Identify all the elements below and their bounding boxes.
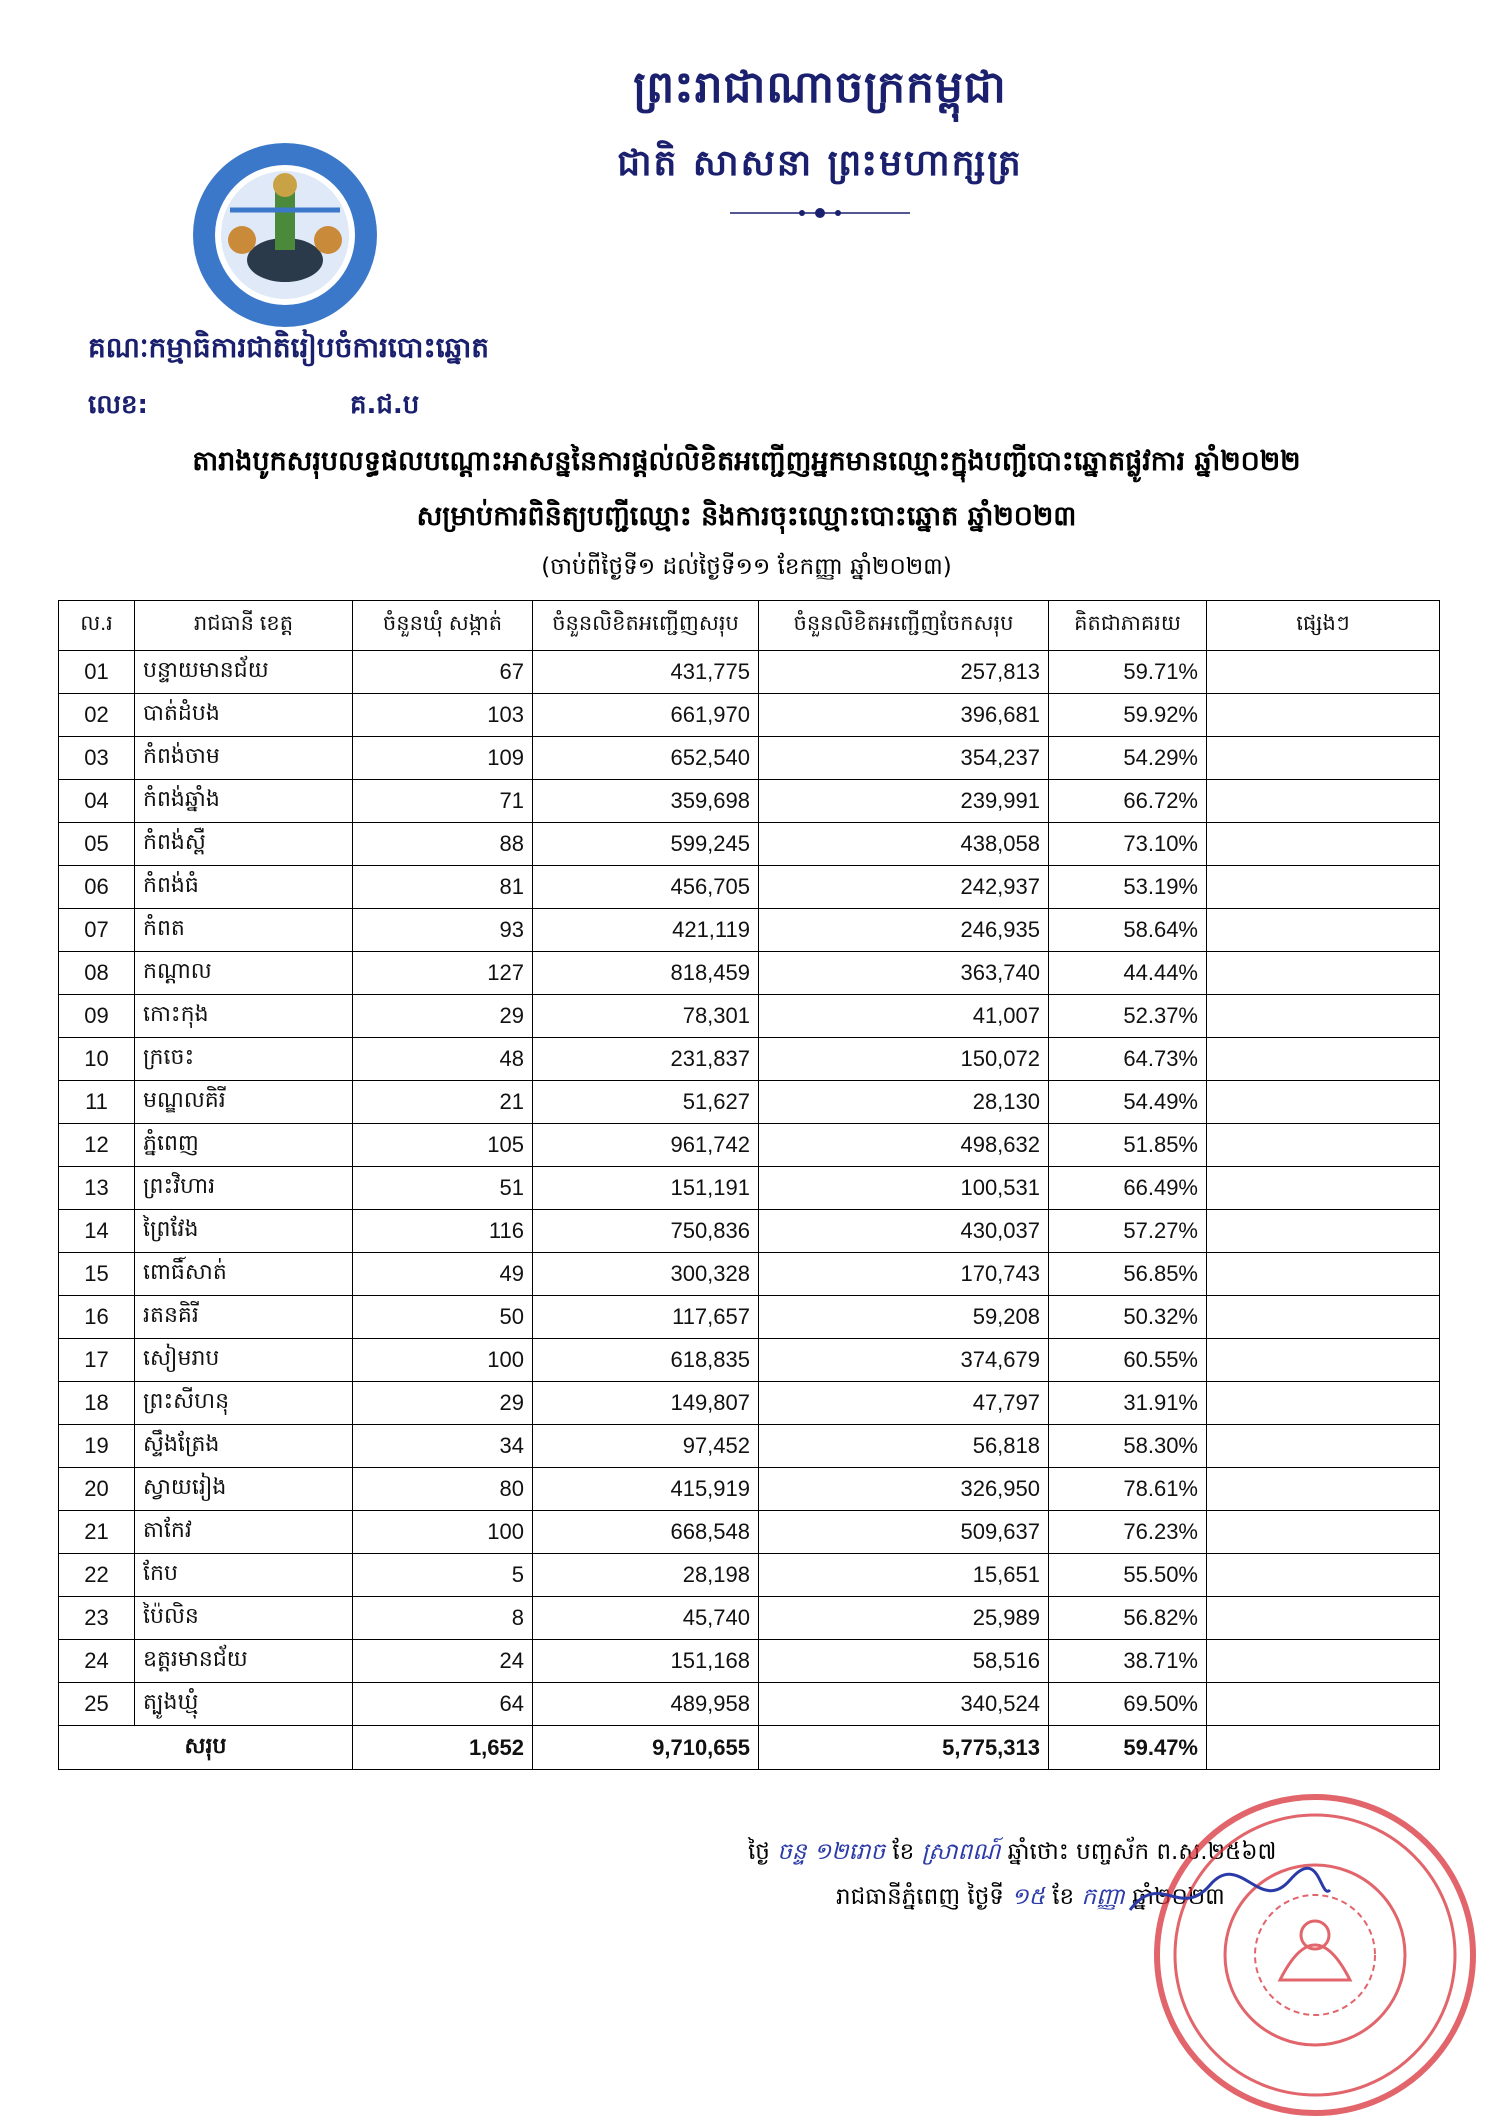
header-communes: ចំនួនឃុំ សង្កាត់	[353, 601, 533, 651]
other-note	[1207, 1081, 1440, 1124]
total-row	[59, 1726, 1440, 1770]
distributed-count: 363,740	[759, 952, 1049, 995]
communes-count: 127	[353, 952, 533, 995]
communes-count: 71	[353, 780, 533, 823]
total-invitations: 151,168	[533, 1640, 759, 1683]
percent-value: 54.49%	[1049, 1081, 1207, 1124]
table-row	[59, 1468, 1440, 1511]
lunar-month-handwritten: ស្រាពណ៍	[921, 1839, 1001, 1865]
row-number: 12	[59, 1124, 135, 1167]
row-number: 20	[59, 1468, 135, 1511]
percent-value: 31.91%	[1049, 1382, 1207, 1425]
row-number: 25	[59, 1683, 135, 1726]
row-number: 03	[59, 737, 135, 780]
header-no: ល.រ	[59, 601, 135, 651]
total-invitations: 300,328	[533, 1253, 759, 1296]
province-name: ក្រចេះ	[135, 1038, 353, 1081]
row-number: 22	[59, 1554, 135, 1597]
total-invitations: 961,742	[533, 1124, 759, 1167]
header-other: ផ្សេងៗ	[1207, 601, 1440, 651]
distributed-count: 47,797	[759, 1382, 1049, 1425]
row-number: 16	[59, 1296, 135, 1339]
solar-day-handwritten: ១៥	[1011, 1884, 1045, 1910]
total-invitations: 818,459	[533, 952, 759, 995]
distributed-count: 58,516	[759, 1640, 1049, 1683]
province-name: ព្រះវិហារ	[135, 1167, 353, 1210]
distributed-count: 509,637	[759, 1511, 1049, 1554]
table-row	[59, 1296, 1440, 1339]
percent-value: 58.30%	[1049, 1425, 1207, 1468]
table-row	[59, 1511, 1440, 1554]
row-number: 24	[59, 1640, 135, 1683]
results-table	[58, 600, 1440, 1770]
other-note	[1207, 1339, 1440, 1382]
total-invitations: 97,452	[533, 1425, 759, 1468]
other-note	[1207, 866, 1440, 909]
header-percent: គិតជាភាគរយ	[1049, 601, 1207, 651]
total-invitations: 151,191	[533, 1167, 759, 1210]
kingdom-title: ព្រះរាជាណាចក្រកម្ពុជា	[633, 62, 1007, 113]
communes-count: 103	[353, 694, 533, 737]
table-row	[59, 1597, 1440, 1640]
row-number: 02	[59, 694, 135, 737]
lunar-prefix: ថ្ងៃ	[748, 1839, 770, 1865]
total-label: សរុប	[59, 1726, 353, 1770]
percent-value: 55.50%	[1049, 1554, 1207, 1597]
row-number: 01	[59, 651, 135, 694]
percent-value: 51.85%	[1049, 1124, 1207, 1167]
row-number: 18	[59, 1382, 135, 1425]
province-name: បាត់ដំបង	[135, 694, 353, 737]
province-name: រតនគិរី	[135, 1296, 353, 1339]
other-note	[1207, 1683, 1440, 1726]
distributed-count: 430,037	[759, 1210, 1049, 1253]
row-number: 04	[59, 780, 135, 823]
distributed-count: 340,524	[759, 1683, 1049, 1726]
other-note	[1207, 995, 1440, 1038]
table-row	[59, 1640, 1440, 1683]
row-number: 17	[59, 1339, 135, 1382]
table-row	[59, 1253, 1440, 1296]
percent-value: 53.19%	[1049, 866, 1207, 909]
province-name: ស្ទឹងត្រែង	[135, 1425, 353, 1468]
official-seal-stamp	[1150, 1790, 1480, 2120]
solar-month-handwritten: កញ្ញា	[1081, 1884, 1125, 1910]
communes-count: 80	[353, 1468, 533, 1511]
percent-value: 59.71%	[1049, 651, 1207, 694]
total-invitations: 618,835	[533, 1339, 759, 1382]
row-number: 13	[59, 1167, 135, 1210]
total-invitations: 9,710,655	[533, 1726, 759, 1770]
header-total-invitations: ចំនួនលិខិតអញ្ជើញសរុប	[533, 601, 759, 651]
other-note	[1207, 1296, 1440, 1339]
distributed-count: 170,743	[759, 1253, 1049, 1296]
province-name: កំពង់ស្ពឺ	[135, 823, 353, 866]
communes-count: 24	[353, 1640, 533, 1683]
total-invitations: 78,301	[533, 995, 759, 1038]
report-title-line2: សម្រាប់ការពិនិត្យបញ្ជីឈ្មោះ និងការចុះឈ្មោះបោះឆ្នោត ឆ្នាំ២០២៣	[416, 501, 1077, 532]
distributed-count: 56,818	[759, 1425, 1049, 1468]
communes-count: 48	[353, 1038, 533, 1081]
total-invitations: 456,705	[533, 866, 759, 909]
other-note	[1207, 1425, 1440, 1468]
province-name: ព្រះសីហនុ	[135, 1382, 353, 1425]
table-row	[59, 1124, 1440, 1167]
table-row	[59, 780, 1440, 823]
province-name: ភ្នំពេញ	[135, 1124, 353, 1167]
table-row	[59, 1210, 1440, 1253]
report-date-range: (ចាប់ពីថ្ងៃទី១ ដល់ថ្ងៃទី១១ ខែកញ្ញា ឆ្នាំ២០២៣)	[541, 554, 952, 580]
row-number: 08	[59, 952, 135, 995]
row-number: 05	[59, 823, 135, 866]
distributed-count: 374,679	[759, 1339, 1049, 1382]
communes-count: 29	[353, 995, 533, 1038]
table-row	[59, 651, 1440, 694]
province-name: តាកែវ	[135, 1511, 353, 1554]
table-row	[59, 952, 1440, 995]
communes-count: 100	[353, 1339, 533, 1382]
report-title-line1: តារាងបូកសរុបលទ្ធផលបណ្ដោះអាសន្ននៃការផ្ដល់លិខិតអញ្ជើញអ្នកមានឈ្មោះក្នុងបញ្ជីបោះឆ្នោតផ្លូវការ ឆ្នាំ២០២២	[192, 446, 1301, 477]
row-number: 15	[59, 1253, 135, 1296]
total-invitations: 668,548	[533, 1511, 759, 1554]
distributed-count: 242,937	[759, 866, 1049, 909]
communes-count: 100	[353, 1511, 533, 1554]
header-province: រាជធានី ខេត្ត	[135, 601, 353, 651]
distributed-count: 59,208	[759, 1296, 1049, 1339]
percent-value: 60.55%	[1049, 1339, 1207, 1382]
communes-count: 29	[353, 1382, 533, 1425]
other-note	[1207, 1468, 1440, 1511]
other-note	[1207, 1210, 1440, 1253]
other-note	[1207, 694, 1440, 737]
province-name: កំពង់ធំ	[135, 866, 353, 909]
other-note	[1207, 1038, 1440, 1081]
table-row	[59, 1425, 1440, 1468]
distributed-count: 246,935	[759, 909, 1049, 952]
total-invitations: 652,540	[533, 737, 759, 780]
total-invitations: 231,837	[533, 1038, 759, 1081]
reference-label: លេខ:	[88, 390, 148, 420]
lunar-day-handwritten: ចន្ទ ១២រោច	[777, 1839, 886, 1865]
table-row	[59, 866, 1440, 909]
distributed-count: 257,813	[759, 651, 1049, 694]
row-number: 10	[59, 1038, 135, 1081]
percent-value: 64.73%	[1049, 1038, 1207, 1081]
table-row	[59, 909, 1440, 952]
percent-value: 57.27%	[1049, 1210, 1207, 1253]
lunar-year: ឆ្នាំថោះ បញ្ចស័ក ព.ស.២៥៦៧	[1007, 1839, 1277, 1865]
nec-emblem-logo	[190, 140, 380, 330]
total-invitations: 28,198	[533, 1554, 759, 1597]
distributed-count: 25,989	[759, 1597, 1049, 1640]
other-note	[1207, 1382, 1440, 1425]
province-name: កំពង់ឆ្នាំង	[135, 780, 353, 823]
table-row	[59, 995, 1440, 1038]
table-row	[59, 1683, 1440, 1726]
province-name: សៀមរាប	[135, 1339, 353, 1382]
table-header-row	[59, 601, 1440, 651]
header-distributed: ចំនួនលិខិតអញ្ជើញចែកសរុប	[759, 601, 1049, 651]
communes-count: 93	[353, 909, 533, 952]
communes-count: 51	[353, 1167, 533, 1210]
row-number: 07	[59, 909, 135, 952]
table-row	[59, 1081, 1440, 1124]
province-name: ឧត្ដរមានជ័យ	[135, 1640, 353, 1683]
total-invitations: 750,836	[533, 1210, 759, 1253]
table-row	[59, 1167, 1440, 1210]
other-note	[1207, 1511, 1440, 1554]
communes-count: 50	[353, 1296, 533, 1339]
total-invitations: 599,245	[533, 823, 759, 866]
other-note	[1207, 1554, 1440, 1597]
solar-month-prefix: ខែ	[1052, 1884, 1075, 1910]
row-number: 21	[59, 1511, 135, 1554]
table-row	[59, 737, 1440, 780]
row-number: 11	[59, 1081, 135, 1124]
other-note	[1207, 651, 1440, 694]
distributed-count: 41,007	[759, 995, 1049, 1038]
communes-count: 116	[353, 1210, 533, 1253]
percent-value: 44.44%	[1049, 952, 1207, 995]
total-invitations: 45,740	[533, 1597, 759, 1640]
row-number: 14	[59, 1210, 135, 1253]
lunar-month-prefix: ខែ	[892, 1839, 915, 1865]
signature-mark	[1120, 1860, 1340, 1930]
distributed-count: 28,130	[759, 1081, 1049, 1124]
communes-count: 81	[353, 866, 533, 909]
other-note	[1207, 823, 1440, 866]
row-number: 09	[59, 995, 135, 1038]
communes-count: 67	[353, 651, 533, 694]
total-other	[1207, 1726, 1440, 1770]
percent-value: 66.49%	[1049, 1167, 1207, 1210]
row-number: 23	[59, 1597, 135, 1640]
total-percent: 59.47%	[1049, 1726, 1207, 1770]
communes-count: 88	[353, 823, 533, 866]
communes-count: 5	[353, 1554, 533, 1597]
total-invitations: 489,958	[533, 1683, 759, 1726]
percent-value: 76.23%	[1049, 1511, 1207, 1554]
province-name: កំពត	[135, 909, 353, 952]
total-distributed: 5,775,313	[759, 1726, 1049, 1770]
percent-value: 52.37%	[1049, 995, 1207, 1038]
communes-count: 49	[353, 1253, 533, 1296]
percent-value: 78.61%	[1049, 1468, 1207, 1511]
province-name: ត្បូងឃ្មុំ	[135, 1683, 353, 1726]
distributed-count: 150,072	[759, 1038, 1049, 1081]
percent-value: 50.32%	[1049, 1296, 1207, 1339]
province-name: បន្ទាយមានជ័យ	[135, 651, 353, 694]
total-invitations: 359,698	[533, 780, 759, 823]
percent-value: 56.82%	[1049, 1597, 1207, 1640]
table-row	[59, 1038, 1440, 1081]
percent-value: 58.64%	[1049, 909, 1207, 952]
province-name: កណ្ដាល	[135, 952, 353, 995]
total-invitations: 149,807	[533, 1382, 759, 1425]
province-name: មណ្ឌលគិរី	[135, 1081, 353, 1124]
province-name: កែប	[135, 1554, 353, 1597]
total-invitations: 117,657	[533, 1296, 759, 1339]
table-row	[59, 694, 1440, 737]
distributed-count: 239,991	[759, 780, 1049, 823]
row-number: 19	[59, 1425, 135, 1468]
percent-value: 56.85%	[1049, 1253, 1207, 1296]
other-note	[1207, 952, 1440, 995]
communes-count: 34	[353, 1425, 533, 1468]
distributed-count: 326,950	[759, 1468, 1049, 1511]
communes-count: 21	[353, 1081, 533, 1124]
percent-value: 73.10%	[1049, 823, 1207, 866]
other-note	[1207, 909, 1440, 952]
table-row	[59, 1382, 1440, 1425]
solar-prefix: រាជធានីភ្នំពេញ ថ្ងៃទី	[836, 1884, 1004, 1910]
distributed-count: 354,237	[759, 737, 1049, 780]
other-note	[1207, 1640, 1440, 1683]
other-note	[1207, 1167, 1440, 1210]
other-note	[1207, 780, 1440, 823]
percent-value: 66.72%	[1049, 780, 1207, 823]
total-invitations: 431,775	[533, 651, 759, 694]
communes-count: 105	[353, 1124, 533, 1167]
distributed-count: 438,058	[759, 823, 1049, 866]
province-name: ពោធិ៍សាត់	[135, 1253, 353, 1296]
row-number: 06	[59, 866, 135, 909]
total-invitations: 661,970	[533, 694, 759, 737]
province-name: ប៉ៃលិន	[135, 1597, 353, 1640]
reference-number: គ.ជ.ប	[350, 390, 420, 420]
table-row	[59, 1339, 1440, 1382]
percent-value: 54.29%	[1049, 737, 1207, 780]
table-row	[59, 823, 1440, 866]
other-note	[1207, 1124, 1440, 1167]
province-name: ព្រៃវែង	[135, 1210, 353, 1253]
communes-count: 8	[353, 1597, 533, 1640]
distributed-count: 100,531	[759, 1167, 1049, 1210]
national-motto: ជាតិ សាសនា ព្រះមហាក្សត្រ	[617, 142, 1023, 184]
percent-value: 59.92%	[1049, 694, 1207, 737]
other-note	[1207, 737, 1440, 780]
province-name: ស្វាយរៀង	[135, 1468, 353, 1511]
solar-year: ឆ្នាំ២០២៣	[1132, 1884, 1225, 1910]
distributed-count: 498,632	[759, 1124, 1049, 1167]
communes-count: 64	[353, 1683, 533, 1726]
table-row	[59, 1554, 1440, 1597]
ornament-divider	[730, 205, 910, 221]
total-invitations: 51,627	[533, 1081, 759, 1124]
total-invitations: 415,919	[533, 1468, 759, 1511]
distributed-count: 396,681	[759, 694, 1049, 737]
distributed-count: 15,651	[759, 1554, 1049, 1597]
communes-count: 109	[353, 737, 533, 780]
other-note	[1207, 1253, 1440, 1296]
percent-value: 38.71%	[1049, 1640, 1207, 1683]
other-note	[1207, 1597, 1440, 1640]
total-invitations: 421,119	[533, 909, 759, 952]
province-name: កំពង់ចាម	[135, 737, 353, 780]
total-communes: 1,652	[353, 1726, 533, 1770]
percent-value: 69.50%	[1049, 1683, 1207, 1726]
province-name: កោះកុង	[135, 995, 353, 1038]
committee-name: គណៈកម្មាធិការជាតិរៀបចំការបោះឆ្នោត	[88, 331, 490, 364]
